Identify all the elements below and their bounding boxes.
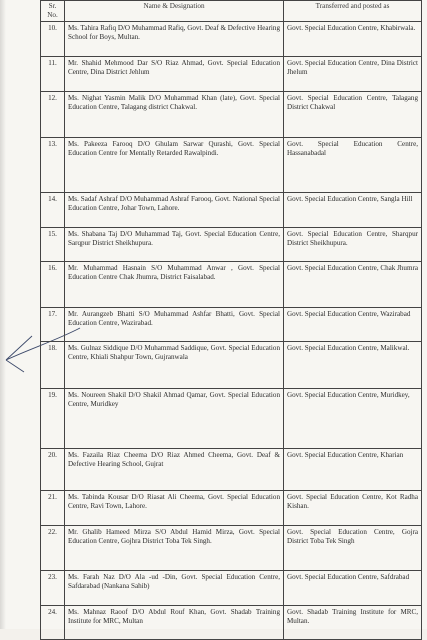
row-posted-as: Govt. Special Education Centre, Khabirwala.	[284, 22, 422, 57]
row-name-designation: Ms. Pakeeza Farooq D/O Ghulam Sarwar Qurashi, Govt. Special Education Centre for Mentally Retarded Rawalpindi.	[65, 138, 284, 193]
table-row	[41, 526, 422, 571]
row-sr-no: 22.	[41, 526, 65, 571]
row-sr-no: 24.	[41, 606, 65, 640]
row-posted-as: Govt. Special Education Centre, Kot Radha Kishan.	[284, 491, 422, 526]
row-sr-no: 18.	[41, 342, 65, 389]
header-sr-no: Sr. No.	[41, 1, 65, 22]
row-posted-as: Govt. Shadab Training Institute for MRC, Multan.	[284, 606, 422, 640]
row-sr-no: 21.	[41, 491, 65, 526]
table-row	[41, 22, 422, 57]
table-row	[41, 262, 422, 308]
row-sr-no: 13.	[41, 138, 65, 193]
row-posted-as: Govt. Special Education Centre, Gojra District Toba Tek Singh	[284, 526, 422, 571]
row-name-designation: Ms. Farah Naz D/O Ala -ud -Din, Govt. Special Education Centre, Safdarabad (Nankana Sahib)	[65, 571, 284, 606]
row-posted-as: Govt. Special Education Centre, Sharqpur District Sheikhupura.	[284, 228, 422, 262]
row-name-designation: Ms. Noureen Shakil D/O Shakil Ahmad Qamar, Govt. Special Education Centre, Muridkey	[65, 389, 284, 449]
row-posted-as: Govt. Special Education Centre, Wazirabad	[284, 308, 422, 342]
row-name-designation: Ms. Tabinda Kousar D/O Riasat Ali Cheema, Govt. Special Education Centre, Ravi Town, Lahore.	[65, 491, 284, 526]
row-sr-no: 20.	[41, 449, 65, 491]
table-row	[41, 193, 422, 228]
table-row	[41, 449, 422, 491]
row-posted-as: Govt. Special Education Centre, Muridkey,	[284, 389, 422, 449]
header-name-designation: Name & Designation	[65, 1, 284, 22]
row-posted-as: Govt. Special Education Centre, Hassanabadal	[284, 138, 422, 193]
row-name-designation: Mr. Ghalib Hameed Mirza S/O Abdul Hamid Mirza, Govt. Special Education Centre, Gojhra District Toba Tek Singh.	[65, 526, 284, 571]
table-row	[41, 308, 422, 342]
row-sr-no: 11.	[41, 57, 65, 92]
table-row	[41, 57, 422, 92]
row-posted-as: Govt. Special Education Centre, Chak Jhumra	[284, 262, 422, 308]
row-posted-as: Govt. Special Education Centre, Dina District Jhelum	[284, 57, 422, 92]
row-name-designation: Mr. Shahid Mehmood Dar S/O Riaz Ahmad, Govt. Special Education Centre, Dina District Jehlum	[65, 57, 284, 92]
row-name-designation: Mr. Muhammad Hasnain S/O Muhammad Anwar , Govt. Special Education Centre Chak Jhumra, District Faisalabad.	[65, 262, 284, 308]
row-name-designation: Ms. Gulnaz Siddique D/O Muhammad Saddique, Govt. Special Education Centre, Khiali Shahpur Town, Gujranwala	[65, 342, 284, 389]
row-posted-as: Govt. Special Education Centre, Malikwal.	[284, 342, 422, 389]
row-sr-no: 17.	[41, 308, 65, 342]
table-row	[41, 342, 422, 389]
row-sr-no: 14.	[41, 193, 65, 228]
table-header-row	[41, 1, 422, 22]
table-row	[41, 571, 422, 606]
row-name-designation: Ms. Mahnaz Raoof D/O Abdul Rouf Khan, Govt. Shadab Training Institute for MRC, Multan	[65, 606, 284, 640]
row-sr-no: 15.	[41, 228, 65, 262]
row-name-designation: Ms. Shabana Taj D/O Muhammad Taj, Govt. Special Education Centre, Sarqpur District Sheikhupura.	[65, 228, 284, 262]
page-edge-shadow	[0, 0, 6, 629]
row-name-designation: Ms. Tahira Rafiq D/O Muhammad Rafiq, Govt. Deaf & Defective Hearing School for Boys, Multan.	[65, 22, 284, 57]
table-row	[41, 491, 422, 526]
table-row	[41, 389, 422, 449]
transfer-posting-table	[40, 0, 422, 640]
header-transferred-posted: Transferred and posted as	[284, 1, 422, 22]
row-sr-no: 19.	[41, 389, 65, 449]
row-sr-no: 23.	[41, 571, 65, 606]
row-name-designation: Ms. Nighat Yasmin Malik D/O Muhammad Khan (late), Govt. Special Education Centre, Talagang district Chakwal.	[65, 92, 284, 138]
row-posted-as: Govt. Special Education Centre, Kharian	[284, 449, 422, 491]
table-row	[41, 228, 422, 262]
row-posted-as: Govt. Special Education Centre, Talagang District Chakwal	[284, 92, 422, 138]
row-sr-no: 16.	[41, 262, 65, 308]
table-row	[41, 92, 422, 138]
row-sr-no: 12.	[41, 92, 65, 138]
table-row	[41, 606, 422, 640]
row-name-designation: Ms. Sadaf Ashraf D/O Muhammad Ashraf Farooq, Govt. National Special Education Centre, Johar Town, Lahore.	[65, 193, 284, 228]
table-row	[41, 138, 422, 193]
row-posted-as: Govt. Special Education Centre, Safdrabad	[284, 571, 422, 606]
row-name-designation: Mr. Aurangzeb Bhatti S/O Muhammad Ashfar Bhatti, Govt. Special Education Centre, Wazirabad.	[65, 308, 284, 342]
row-sr-no: 10.	[41, 22, 65, 57]
row-posted-as: Govt. Special Education Centre, Sangla Hill	[284, 193, 422, 228]
row-name-designation: Ms. Fazaila Riaz Cheema D/O Riaz Ahmed Cheema, Govt. Deaf & Defective Hearing School, Gujrat	[65, 449, 284, 491]
